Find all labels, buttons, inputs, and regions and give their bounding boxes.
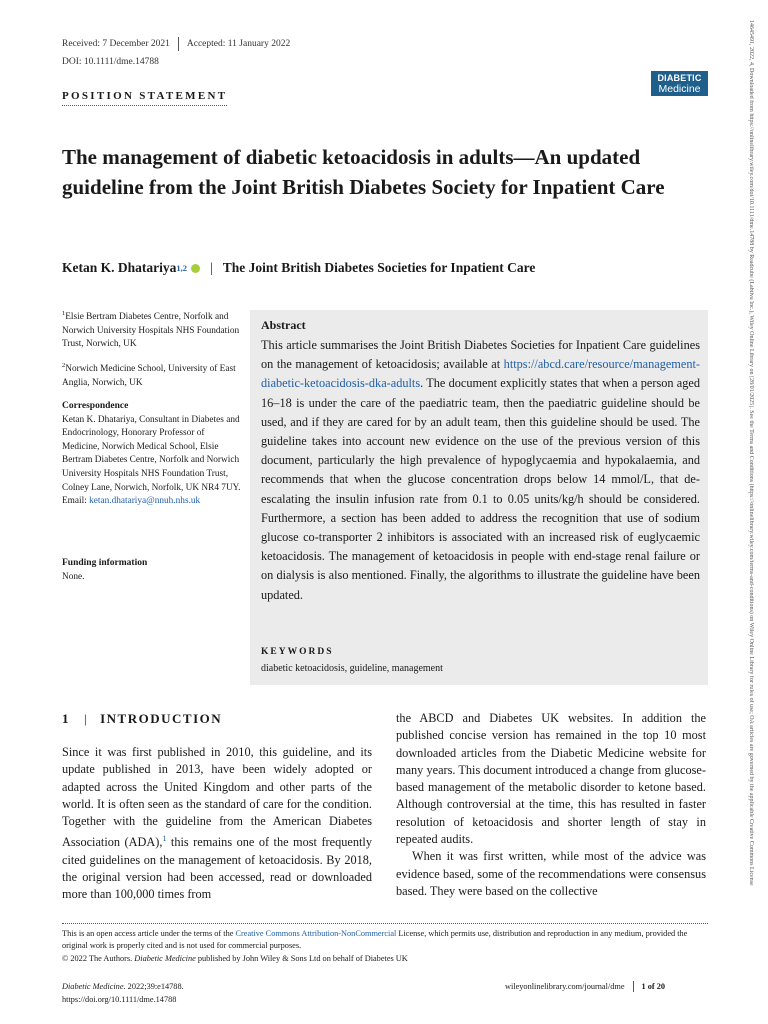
author-line xyxy=(62,260,535,276)
affiliations xyxy=(62,307,240,397)
correspondence-block xyxy=(62,400,242,509)
keywords-heading: KEYWORDS xyxy=(261,647,334,657)
author-divider: | xyxy=(210,260,213,275)
abstract-heading: Abstract xyxy=(261,318,306,332)
intro-paragraph-2b: When it was first written, while most of the advice was evidence based, some of the recommendations were consensus based. They were based on the collective xyxy=(396,849,706,898)
copyright-part1: © 2022 The Authors. xyxy=(62,953,135,963)
author-name[interactable]: Ketan K. Dhatariya xyxy=(62,260,177,275)
journal-logo-line2: Medicine xyxy=(658,83,701,95)
affiliation-2-text: Norwich Medicine School, University of East Anglia, Norwich, UK xyxy=(62,363,236,388)
keywords-list: diabetic ketoacidosis, guideline, management xyxy=(261,663,443,674)
footer-right xyxy=(505,981,665,992)
funding-block xyxy=(62,557,242,584)
affiliation-1 xyxy=(62,307,240,352)
license-notice xyxy=(62,928,708,965)
footer-divider xyxy=(62,923,708,924)
guideline-link[interactable]: https://abcd.care/resource/management-diabetic-ketoacidosis-dka-adults xyxy=(261,357,700,391)
license-text xyxy=(62,928,708,953)
license-text-part2: License, which permits use, distribution and reproduction in any medium, provided the original work is properly cited and is not used for commercial purposes. xyxy=(62,929,688,951)
article-type: POSITION STATEMENT xyxy=(62,90,227,106)
footer-divider-bar xyxy=(633,981,634,992)
footer-citation-line xyxy=(62,981,184,994)
copyright-part2: published by John Wiley & Sons Ltd on behalf of Diabetes UK xyxy=(195,953,408,963)
email-link[interactable]: ketan.dhatariya@nnuh.nhs.uk xyxy=(89,496,201,507)
footer-doi[interactable]: https://doi.org/10.1111/dme.14788 xyxy=(62,994,177,1004)
affiliation-2 xyxy=(62,359,240,390)
footer-volume: 2022;39:e14788. xyxy=(125,982,184,991)
email-label: Email: xyxy=(62,496,90,507)
affiliation-1-number: 1 xyxy=(62,310,66,317)
copyright-line xyxy=(62,953,708,965)
abstract-text-part1: This article summarises the Joint British Diabetes Societies for Inpatient Care guidelines on the management of ketoacidosis; available at xyxy=(261,338,700,372)
copyright-journal: Diabetic Medicine xyxy=(134,953,196,963)
journal-logo-line1: DIABETIC xyxy=(657,73,702,83)
correspondence-heading: Correspondence xyxy=(62,401,129,411)
page-number: 1 of 20 xyxy=(641,982,666,991)
footer-site[interactable]: wileyonlinelibrary.com/journal/dme xyxy=(505,982,625,991)
correspondence-email xyxy=(62,495,242,509)
orcid-icon[interactable] xyxy=(191,264,200,273)
accepted-date: Accepted: 11 January 2022 xyxy=(186,39,291,49)
date-divider xyxy=(178,37,179,51)
abstract-text xyxy=(261,336,700,605)
section-number: 1 xyxy=(62,711,70,726)
funding-heading: Funding information xyxy=(62,558,148,568)
footer-citation xyxy=(62,981,184,1006)
journal-logo xyxy=(651,71,708,96)
footer-journal: Diabetic Medicine. xyxy=(62,982,126,991)
author-affiliation-refs[interactable]: 1,2 xyxy=(176,263,187,273)
affiliation-2-number: 2 xyxy=(62,361,66,369)
received-accepted-dates xyxy=(62,37,290,51)
section-title: INTRODUCTION xyxy=(100,711,223,726)
abstract-text-part2: . The document explicitly states that when a person aged 16–18 is under the care of the paediatric team, then the paediatric guideline should be used, and if they are cared for by an adult team, then this guideline should be used. The guideline takes into account new evidence on the use of the previous version of this document, particularly the high prevalence of hypoglycaemia and hypokalaemia, and recommends that when the glucose concentration drops below 14 mmol/L, that de-escalating the insulin infusion rate from 0.1 to 0.05 units/kg/h should be considered. Furthermore, a section has been added to address the recognition that use of sodium glucose co-transporter 2 inhibitors is associated with an increased risk of euglycaemic ketoacidosis. The management of ketoacidosis in people with end-stage renal failure or on dialysis is also mentioned. Finally, the algorithms to illustrate the guideline have been updated. xyxy=(261,376,700,602)
intro-column-1 xyxy=(62,744,372,904)
affiliation-1-text: Elsie Bertram Diabetes Centre, Norfolk and Norwich University Hospitals NHS Foundation Trust, Norwich, UK xyxy=(62,312,240,350)
intro-column-2 xyxy=(396,710,706,900)
received-date: Received: 7 December 2021 xyxy=(62,39,170,49)
reference-link-1[interactable]: 1 xyxy=(162,834,167,844)
funding-text: None. xyxy=(62,571,85,582)
author-group: The Joint British Diabetes Societies for Inpatient Care xyxy=(222,260,536,275)
download-margin-note: 14645491, 2022, 4, Downloaded from https://onlinelibrary.wiley.com/doi/10.1111/dme.14788 by Readcube (Labtiva Inc.), Wiley Online Library on [28/01/2025]. See the Terms and Conditions (https://onlinelibrary.wiley.com/terms-and-conditions) on Wiley Online Library for rules of use; OA articles are governed by the applicable Creative Commons License xyxy=(748,20,754,886)
intro-text-1a: Since it was first published in 2010, this guideline, and its update published in 2013, have been widely adopted or adapted across the United Kingdom and other parts of the world. It is often seen as the standard of care for the condition. Together with the guideline from the American Diabetes Association (ADA), xyxy=(62,745,372,850)
article-title: The management of diabetic ketoacidosis in adults—An updated guideline from the Joint British Diabetes Society for Inpatient Care xyxy=(62,145,665,199)
doi-text: DOI: 10.1111/dme.14788 xyxy=(62,57,159,67)
license-text-part1: This is an open access article under the terms of the xyxy=(62,929,236,938)
section-heading xyxy=(62,711,222,727)
correspondence-text: Ketan K. Dhatariya, Consultant in Diabetes and Endocrinology, Honorary Professor of Medicine, Norwich Medical School, Elsie Bertram Diabetes Centre, Norfolk and Norwich University Hospitals NHS Foundation Trust, Colney Lane, Norwich, Norfolk, UK NR4 7UY. xyxy=(62,414,241,493)
intro-text-1b: this remains one of the most frequently cited guidelines on the management of ketoacidosis. By 2018, the original version had been accessed, read or downloaded more than 100,000 times from xyxy=(62,835,372,902)
intro-paragraph-2a: the ABCD and Diabetes UK websites. In addition the published concise version has remained in the top 10 most downloaded articles from the Diabetic Medicine website for many years. This document introduced a change from glucose-based management of the metabolic disorder to ketone based. Although controversial at the time, this has resulted in faster resolution of ketoacidosis and shorter length of stay in repeated audits. xyxy=(396,711,706,847)
section-divider: | xyxy=(84,711,89,726)
license-link[interactable]: Creative Commons Attribution-NonCommercial xyxy=(235,929,397,938)
